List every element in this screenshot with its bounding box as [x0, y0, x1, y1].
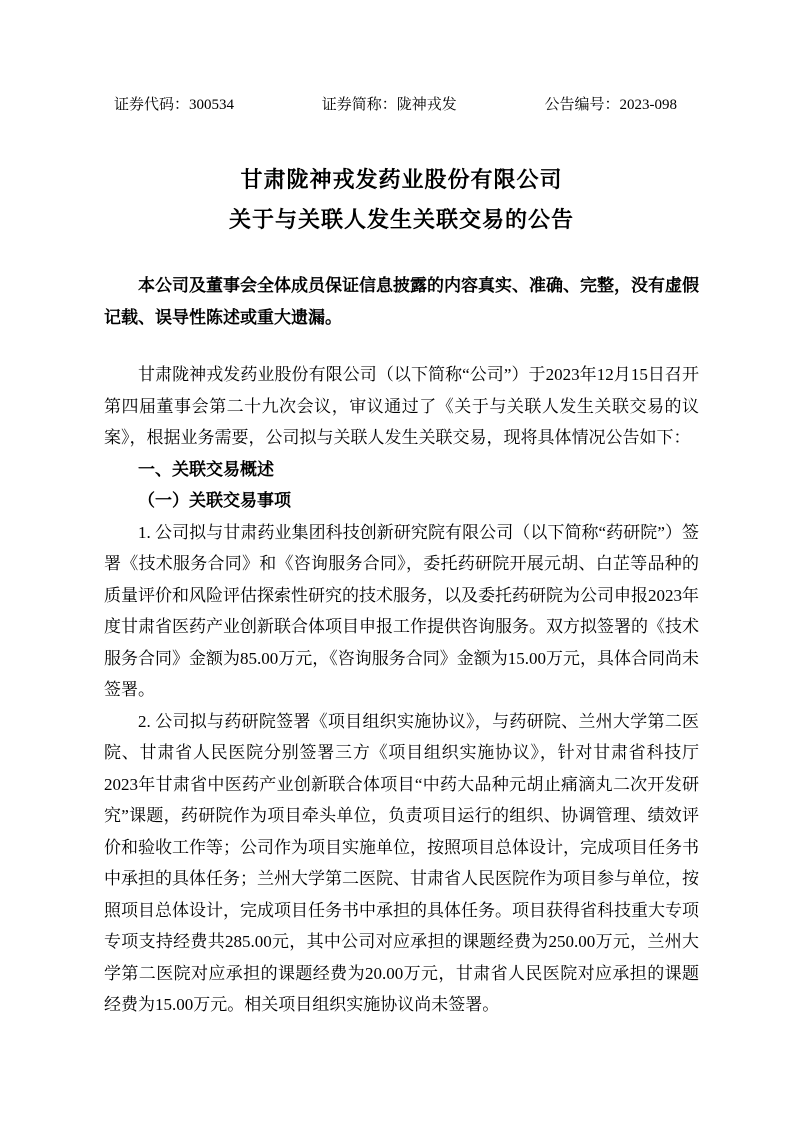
document-header	[104, 96, 699, 114]
document-body	[104, 359, 699, 1021]
intro-paragraph: 甘肃陇神戎发药业股份有限公司（以下简称“公司”）于2023年12月15日召开第四届董事会第二十九次会议，审议通过了《关于与关联人发生关联交易的议案》，根据业务需要，公司拟与关联人发生关联交易，现将具体情况公告如下：	[104, 365, 699, 447]
stock-code: 证券代码：300534	[114, 97, 235, 113]
transaction-item-2-paragraph: 2. 公司拟与药研院签署《项目组织实施协议》，与药研院、兰州大学第二医院、甘肃省人民医院分别签署三方《项目组织实施协议》，针对甘肃省科技厅2023年甘肃省中医药产业创新联合体项目“中药大品种元胡止痛滴丸二次开发研究”课题，药研院作为项目牵头单位，负责项目运行的组织、协调管理、绩效评价和验收工作等；公司作为项目实施单位，按照项目总体设计，完成项目任务书中承担的具体任务；兰州大学第二医院、甘肃省人民医院作为项目参与单位，按照项目总体设计，完成项目任务书中承担的具体任务。项目获得省科技重大专项专项支持经费共285.00元，其中公司对应承担的课题经费为250.00万元，兰州大学第二医院对应承担的课题经费为20.00万元，甘肃省人民医院对应承担的课题经费为15.00万元。相关项目组织实施协议尚未签署。	[104, 711, 699, 1014]
announcement-subject-title: 关于与关联人发生关联交易的公告	[228, 207, 574, 232]
transaction-item-1-paragraph: 1. 公司拟与甘肃药业集团科技创新研究院有限公司（以下简称“药研院”）签署《技术服务合同》和《咨询服务合同》，委托药研院开展元胡、白芷等品种的质量评价和风险评估探索性研究的技术服务，以及委托药研院为公司申报2023年度甘肃省医药产业创新联合体项目申报工作提供咨询服务。双方拟签署的《技术服务合同》金额为85.00万元，《咨询服务合同》金额为15.00万元，具体合同尚未签署。	[104, 522, 699, 699]
stock-name: 证券简称：陇神戎发	[321, 97, 457, 113]
document-title	[104, 160, 699, 240]
section-heading-overview: 一、关联交易概述	[138, 459, 274, 479]
subsection-heading-transaction-items: （一）关联交易事项	[138, 491, 291, 510]
disclosure-statement: 本公司及董事会全体成员保证信息披露的内容真实、准确、完整，没有虚假记载、误导性陈述或重大遗漏。	[104, 276, 699, 327]
company-name-title: 甘肃陇神戎发药业股份有限公司	[240, 167, 563, 192]
announcement-number: 公告编号：2023-098	[544, 97, 677, 113]
